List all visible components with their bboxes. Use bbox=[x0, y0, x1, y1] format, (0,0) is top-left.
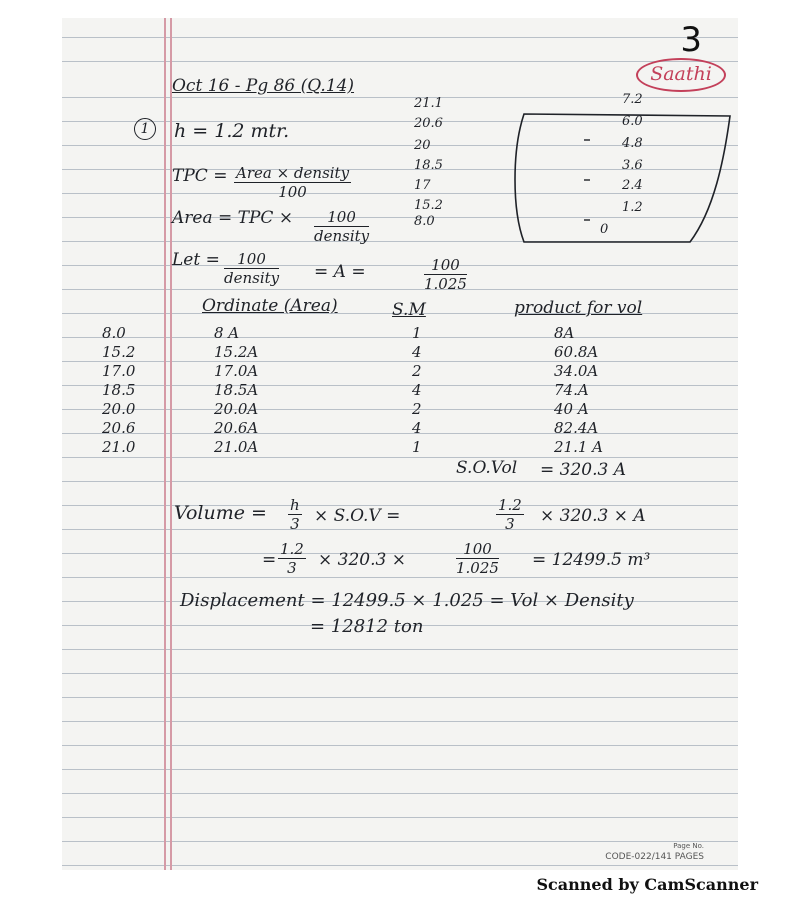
volume2-g-den: 1.025 bbox=[456, 559, 499, 577]
let-denominator-2: 1.025 bbox=[424, 275, 467, 293]
row-sm: 4 bbox=[412, 419, 422, 437]
area-numerator: 100 bbox=[314, 208, 369, 227]
row-draft: 20.6 bbox=[102, 419, 136, 437]
let-numerator-2: 100 bbox=[424, 256, 467, 275]
row-sm: 2 bbox=[412, 362, 422, 380]
sketch-left-label: 17 bbox=[414, 178, 431, 193]
row-area: 8 A bbox=[214, 324, 240, 342]
row-draft: 18.5 bbox=[102, 381, 136, 399]
area-fraction bbox=[314, 208, 369, 245]
sketch-right-label: 3.6 bbox=[622, 158, 643, 173]
let-lhs: Let = bbox=[172, 250, 220, 270]
row-product: 34.0A bbox=[554, 362, 599, 380]
sketch-right-label: 7.2 bbox=[622, 92, 643, 107]
let-denominator: density bbox=[224, 269, 280, 287]
sketch-left-label: 20.6 bbox=[414, 116, 443, 131]
row-draft: 21.0 bbox=[102, 438, 136, 456]
volume-rest: × 320.3 × A bbox=[540, 506, 646, 526]
tpc-lhs: TPC = bbox=[172, 166, 228, 186]
sketch-right-label: 0 bbox=[600, 222, 609, 237]
sketch-right-label: 1.2 bbox=[622, 200, 643, 215]
row-sm: 4 bbox=[412, 343, 422, 361]
row-draft: 17.0 bbox=[102, 362, 136, 380]
volume2-g-num: 100 bbox=[456, 540, 499, 559]
area-denominator: density bbox=[314, 227, 370, 245]
row-sm: 1 bbox=[412, 324, 422, 342]
notebook-page bbox=[62, 18, 738, 870]
col-header-area: Ordinate (Area) bbox=[202, 296, 338, 316]
volume-h-den: 3 bbox=[290, 515, 300, 533]
sketch-left-label: 15.2 bbox=[414, 198, 443, 213]
let-fraction-2 bbox=[424, 256, 467, 293]
row-area: 17.0A bbox=[214, 362, 259, 380]
let-mid: = A = bbox=[314, 262, 366, 282]
volume2-mid: × 320.3 × bbox=[318, 550, 406, 570]
area-lhs: Area = TPC × bbox=[172, 208, 294, 228]
row-draft: 15.2 bbox=[102, 343, 136, 361]
displacement-line-1: Displacement = 12499.5 × 1.025 = Vol × Density bbox=[180, 590, 634, 611]
row-area: 21.0A bbox=[214, 438, 259, 456]
row-product: 21.1 A bbox=[554, 438, 603, 456]
row-product: 40 A bbox=[554, 400, 589, 418]
row-draft: 8.0 bbox=[102, 324, 126, 342]
sum-label: S.O.Vol bbox=[456, 458, 518, 478]
row-sm: 1 bbox=[412, 438, 422, 456]
sketch-right-label: 4.8 bbox=[622, 136, 643, 151]
let-numerator: 100 bbox=[224, 250, 279, 269]
footer-code: CODE-022/141 PAGES bbox=[605, 852, 704, 862]
margin-line bbox=[170, 18, 172, 870]
col-header-product: product for vol bbox=[514, 298, 643, 318]
row-product: 82.4A bbox=[554, 419, 599, 437]
problem-number: 1 bbox=[134, 118, 156, 140]
sketch-left-label: 21.1 bbox=[414, 96, 443, 111]
tpc-numerator: Area × density bbox=[236, 164, 350, 182]
page-number: 3 bbox=[680, 20, 702, 60]
volume-f-num: 1.2 bbox=[498, 496, 522, 514]
sketch-left-label: 20 bbox=[414, 138, 431, 153]
given-height: h = 1.2 mtr. bbox=[174, 120, 290, 142]
volume2-f-den: 3 bbox=[287, 559, 297, 577]
volume2-result: = 12499.5 m³ bbox=[532, 550, 651, 570]
col-header-sm: S.M bbox=[392, 300, 426, 320]
waterplane-sketch bbox=[504, 110, 734, 260]
sketch-right-label: 2.4 bbox=[622, 178, 643, 193]
sketch-left-label: 8.0 bbox=[414, 214, 435, 229]
volume-h-num: h bbox=[290, 496, 300, 514]
displacement-line-2: = 12812 ton bbox=[310, 616, 424, 637]
row-sm: 4 bbox=[412, 381, 422, 399]
row-area: 18.5A bbox=[214, 381, 259, 399]
volume2-f-fraction bbox=[278, 540, 306, 577]
row-area: 20.6A bbox=[214, 419, 259, 437]
header: Oct 16 - Pg 86 (Q.14) bbox=[172, 76, 355, 96]
row-product: 8A bbox=[554, 324, 575, 342]
row-area: 20.0A bbox=[214, 400, 259, 418]
sketch-right-label: 6.0 bbox=[622, 114, 643, 129]
volume-f-den: 3 bbox=[505, 515, 515, 533]
row-product: 74.A bbox=[554, 381, 589, 399]
volume-h-fraction bbox=[288, 496, 302, 533]
sketch-left-label: 18.5 bbox=[414, 158, 443, 173]
let-fraction bbox=[224, 250, 279, 287]
footer-page-no: Page No. bbox=[673, 842, 704, 850]
row-product: 60.8A bbox=[554, 343, 599, 361]
tpc-denominator: 100 bbox=[278, 183, 307, 201]
sum-value: = 320.3 A bbox=[540, 460, 626, 480]
row-area: 15.2A bbox=[214, 343, 259, 361]
volume2-g-fraction bbox=[456, 540, 499, 577]
volume2-f-num: 1.2 bbox=[280, 540, 304, 558]
volume2-eq: = bbox=[262, 550, 277, 570]
volume-lhs: Volume = bbox=[174, 502, 267, 524]
volume-f-fraction bbox=[496, 496, 524, 533]
volume-mid: × S.O.V = bbox=[314, 506, 401, 526]
row-draft: 20.0 bbox=[102, 400, 136, 418]
margin-line bbox=[164, 18, 166, 870]
scanner-watermark: Scanned by CamScanner bbox=[536, 875, 758, 894]
row-sm: 2 bbox=[412, 400, 422, 418]
tpc-fraction bbox=[234, 164, 351, 201]
brand-logo: Saathi bbox=[636, 58, 726, 92]
